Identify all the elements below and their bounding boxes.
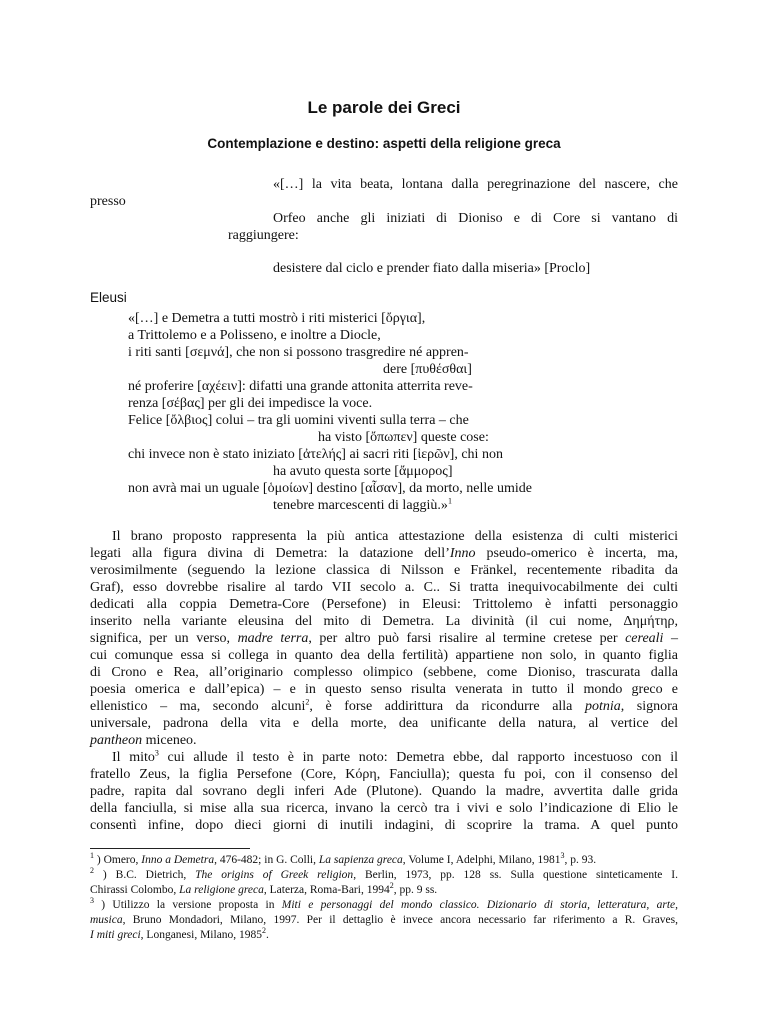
footnote-marker: 1 (447, 496, 452, 506)
epigraph-line-2: Orfeo anche gli iniziati di Dioniso e di Core si vantano di (273, 211, 678, 226)
footnote-3: $^3$ ) Utilizzo la versione proposta in Miti e personaggi del mondo classico. Dizionario di storia, letteratura, arte, (90, 896, 678, 911)
poem-line: i riti santi [σεμνά], che non si possono trasgredire né appren- (128, 345, 469, 360)
body-line: legati alla figura divina di Demetra: la datazione dell’Inno pseudo-omerico è incerta, ma, (90, 546, 679, 561)
body-line: universale, padrona della vita e della morte, dea unificante della natura, al vertice del (90, 716, 678, 731)
body-line: Il mito$^3$ cui allude il testo è in parte noto: Demetra ebbe, dal rapporto incestuoso con il (112, 748, 678, 765)
body-line: padre, rapita dal sovrano degli inferi Ade (Plutone). Quando la madre, avvertita dalle grida (90, 784, 678, 799)
body-line: dedicati alla coppia Demetra-Core (Persefone) in Eleusi: Trittolemo è infatti personaggio (90, 597, 678, 612)
poem-line: non avrà mai un uguale [ὁμοίων] destino [αἶσαν], da morto, nelle umide (128, 481, 532, 496)
epigraph-line-1: «[…] la vita beata, lontana dalla peregrinazione del nascere, che (273, 177, 678, 192)
poem-line: «[…] e Demetra a tutti mostrò i riti misterici [ὄργια], (128, 311, 426, 326)
body-line: ellenistico – ma, secondo alcuni$^2$, è forse addirittura da ricondurre alla potnia, signora (90, 697, 678, 714)
poem-line: a Trittolemo e a Polisseno, e inoltre a Diocle, (128, 328, 381, 343)
footnote-2-cont: Chirassi Colombo, La religione greca, Laterza, Roma-Bari, 1994$^2$, pp. 9 ss. (90, 881, 438, 896)
body-line: della fanciulla, si mise alla sua ricerca, invano la cercò tra i vivi e solo l’indicazione di Elio le (90, 801, 678, 816)
body-line: pantheon miceneo. (90, 733, 197, 748)
body-line: consentì infine, dopo dieci giorni di inutili indagini, di scoprire la trama. A quel punto (90, 818, 678, 833)
page-subtitle: Contemplazione e destino: aspetti della religione greca (207, 136, 561, 151)
poem-line-last: tenebre marcescenti di laggiù.»$^1$ (273, 496, 452, 513)
footnote-3-cont: musica, Bruno Mondadori, Milano, 1997. Per il dettaglio è invece ancora necessario far riferimento a R. Graves, (90, 914, 678, 926)
footnote-marker: 3 (154, 748, 159, 758)
footnote-marker: 2 (305, 697, 310, 707)
page-title: Le parole dei Greci (307, 98, 461, 117)
poem-line: chi invece non è stato iniziato [ἀτελής] ai sacri riti [ἱερῶν], chi non (128, 447, 503, 462)
section-label: Eleusi (90, 290, 127, 305)
body-line: poesia omerica e dall’epica) – e in questo senso risulta venerata in tutto il mondo greco e (90, 682, 678, 697)
footnote-1: $^1$ ) Omero, Inno a Demetra, 476-482; in G. Colli, La sapienza greca, Volume I, Adelphi, Milano, 1981$^3$, p. 93. (90, 851, 597, 866)
body-line: inserito nella variante eleusina del mito di Demetra. La divinità (il cui nome, Δημήτηρ, (90, 614, 678, 629)
epigraph-line-3: desistere dal ciclo e prender fiato dalla miseria» [Proclo] (273, 261, 591, 276)
poem-line: Felice [ὄλβιος] colui – tra gli uomini viventi sulla terra – che (128, 413, 469, 428)
footnote-separator (90, 848, 250, 849)
body-line: di Crono e Rea, all’originario complesso olimpico (sebbene, come Dioniso, trascurata dalla (90, 665, 678, 680)
poem-line: né proferire [αχέειν]: difatti una grande attonita atterrita reve- (128, 379, 473, 394)
poem-line: dere [πυθέσθαι] (383, 362, 472, 377)
epigraph-line-1-break: presso (90, 194, 126, 209)
footnote-2: $^2$ ) B.C. Dietrich, The origins of Greek religion, Berlin, 1973, pp. 128 ss. Sulla questione sinteticamente I. (90, 866, 678, 881)
body-line: cui comunque essa si collega in quanto dea della fertilità) appartiene non solo, in quanto figlia (90, 648, 678, 663)
body-line: verosimilmente (seguendo la lezione classica di Nilsson e Fränkel, recentemente ribadita da (90, 563, 678, 578)
body-line: significa, per un verso, madre terra, per altro può farsi risalire al termine cretese per cereali – (90, 631, 678, 646)
body-line: Graf), esso dovrebbe risalire al tardo VII secolo a. C.. Si tratta inequivocabilmente dei culti (90, 580, 678, 595)
poem-line: renza [σέβας] per gli dei impedisce la voce. (128, 396, 373, 411)
body-line: fratello Zeus, la figlia Persefone (Core, Κόρη, Fanciulla); questa fu poi, con il consenso del (90, 767, 678, 782)
footnote-3-end: I miti greci, Longanesi, Milano, 1985$^2$. (90, 926, 269, 941)
poem-line: ha avuto questa sorte [ἄμμορος] (273, 464, 453, 479)
epigraph-line-2-break: raggiungere: (228, 228, 299, 243)
body-line: Il brano proposto rappresenta la più antica attestazione della esistenza di culti misterici (112, 529, 678, 544)
poem-line: ha visto [ὄπωπεν] queste cose: (318, 430, 489, 445)
